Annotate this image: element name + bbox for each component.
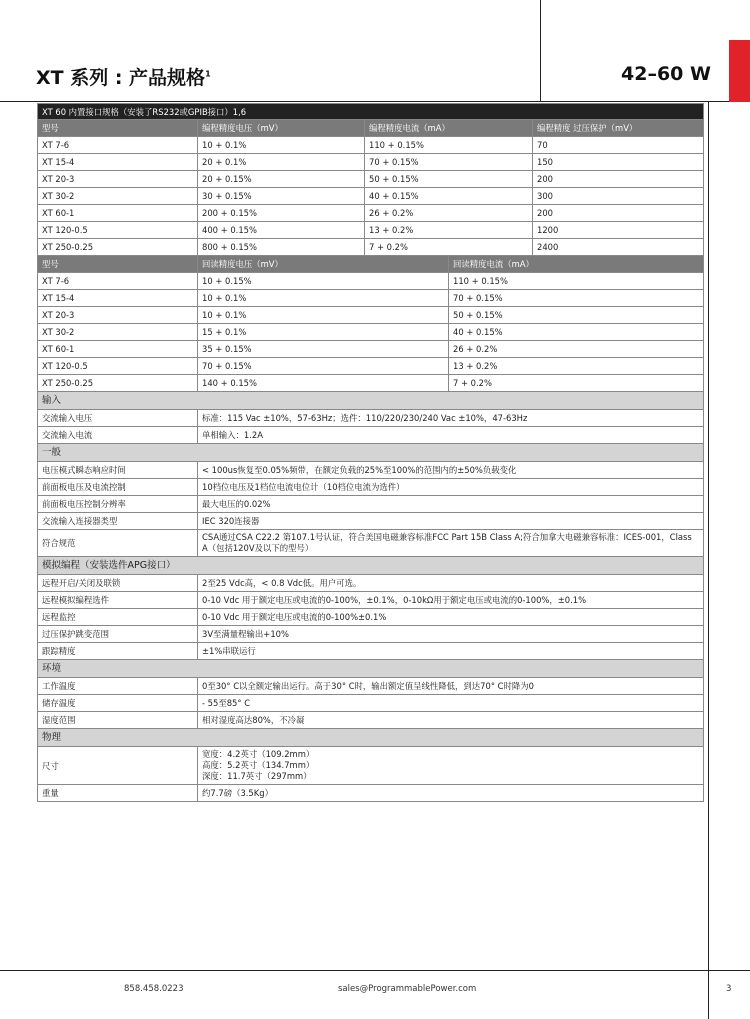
prog-table-cell: XT 15-4: [38, 154, 198, 171]
section-title: 输入: [38, 392, 704, 410]
spec-row: [38, 530, 704, 557]
footer-email[interactable]: sales@ProgrammablePower.com: [338, 984, 477, 994]
spec-label: 重量: [38, 785, 198, 802]
spec-value: CSA通过CSA C22.2 第107.1号认证，符合美国电磁兼容标准FCC Part 15B Class A;符合加拿大电磁兼容标准：ICES-001，Class A（包括120V及以下的型号）: [198, 530, 704, 557]
readback-table-cell: 70 + 0.15%: [198, 358, 449, 375]
prog-table-cell: XT 7-6: [38, 137, 198, 154]
section-header-row: [38, 392, 704, 410]
readback-table-row: [38, 358, 704, 375]
readback-table-header: 回读精度电压（mV）: [198, 256, 449, 273]
footer-phone: 858.458.0223: [124, 984, 184, 994]
prog-table-cell: 1200: [533, 222, 704, 239]
prog-table-header: 编程精度 过压保护（mV）: [533, 120, 704, 137]
spec-label: 交流输入电压: [38, 410, 198, 427]
spec-row: [38, 496, 704, 513]
prog-table-cell: 10 + 0.1%: [198, 137, 365, 154]
section-title: 一般: [38, 444, 704, 462]
spec-row: [38, 575, 704, 592]
interface-spec-title-text: XT 60 内置接口规格（安装了RS232或GPIB接口）1,6: [42, 106, 247, 117]
spec-value: 0-10 Vdc 用于额定电压或电流的0-100%，±0.1%，0-10kΩ用于额定电压或电流的0-100%，±0.1%: [198, 592, 704, 609]
readback-table-cell: 40 + 0.15%: [449, 324, 704, 341]
readback-table-cell: XT 15-4: [38, 290, 198, 307]
spec-label: 储存温度: [38, 695, 198, 712]
spec-row: [38, 479, 704, 496]
prog-table-cell: 300: [533, 188, 704, 205]
readback-table-cell: 13 + 0.2%: [449, 358, 704, 375]
prog-table-cell: 20 + 0.1%: [198, 154, 365, 171]
spec-value: < 100us恢复至0.05%频带，在额定负载的25%至100%的范围内的±50%负载变化: [198, 462, 704, 479]
right-margin-line: [708, 102, 709, 970]
readback-table-cell: 140 + 0.15%: [198, 375, 449, 392]
prog-table-cell: 70: [533, 137, 704, 154]
spec-label: 交流输入电流: [38, 427, 198, 444]
prog-table-cell: 110 + 0.15%: [365, 137, 533, 154]
spec-label: 前面板电压控制分辨率: [38, 496, 198, 513]
prog-table-cell: XT 250-0.25: [38, 239, 198, 256]
readback-table-row: [38, 290, 704, 307]
readback-table-cell: XT 250-0.25: [38, 375, 198, 392]
readback-table-cell: XT 120-0.5: [38, 358, 198, 375]
spec-value: 单相输入：1.2A: [198, 427, 704, 444]
prog-table-cell: XT 20-3: [38, 171, 198, 188]
interface-spec-title: [38, 104, 704, 120]
readback-table-cell: 70 + 0.15%: [449, 290, 704, 307]
prog-table-row: [38, 188, 704, 205]
spec-value: 最大电压的0.02%: [198, 496, 704, 513]
section-title: 环境: [38, 660, 704, 678]
spec-value: 相对湿度高达80%，不冷凝: [198, 712, 704, 729]
spec-row: [38, 513, 704, 530]
spec-label: 过压保护跳变范围: [38, 626, 198, 643]
spec-label: 跟踪精度: [38, 643, 198, 660]
spec-row: [38, 712, 704, 729]
spec-table: [37, 103, 704, 802]
spec-row: [38, 427, 704, 444]
readback-table-cell: 10 + 0.15%: [198, 273, 449, 290]
spec-value: 标准：115 Vac ±10%，57-63Hz；选件：110/220/230/240 Vac ±10%，47-63Hz: [198, 410, 704, 427]
spec-value: - 55至85° C: [198, 695, 704, 712]
prog-table-cell: 400 + 0.15%: [198, 222, 365, 239]
spec-value: IEC 320连接器: [198, 513, 704, 530]
footer-rule: [0, 970, 750, 971]
spec-value: ±1%串联运行: [198, 643, 704, 660]
prog-table-row: [38, 154, 704, 171]
readback-table-cell: XT 60-1: [38, 341, 198, 358]
prog-table-header-row: [38, 120, 704, 137]
readback-table-cell: 50 + 0.15%: [449, 307, 704, 324]
prog-table-cell: 70 + 0.15%: [365, 154, 533, 171]
spec-value: 10档位电压及1档位电流电位计（10档位电流为选件）: [198, 479, 704, 496]
spec-row: [38, 609, 704, 626]
section-title: 物理: [38, 729, 704, 747]
readback-table-cell: XT 20-3: [38, 307, 198, 324]
readback-table-header-row: [38, 256, 704, 273]
prog-table-cell: 20 + 0.15%: [198, 171, 365, 188]
spec-row: [38, 747, 704, 785]
prog-table-cell: XT 60-1: [38, 205, 198, 222]
readback-table-cell: 10 + 0.1%: [198, 307, 449, 324]
prog-table-row: [38, 222, 704, 239]
prog-table-cell: XT 30-2: [38, 188, 198, 205]
spec-label: 前面板电压及电流控制: [38, 479, 198, 496]
prog-table-cell: 150: [533, 154, 704, 171]
readback-table-header: 型号: [38, 256, 198, 273]
readback-table-cell: 26 + 0.2%: [449, 341, 704, 358]
prog-table-row: [38, 171, 704, 188]
readback-table-row: [38, 324, 704, 341]
spec-value: 0至30° C以全额定输出运行。高于30° C时，输出额定值呈线性降低，到达70° C时降为0: [198, 678, 704, 695]
section-header-row: [38, 729, 704, 747]
prog-table-row: [38, 239, 704, 256]
spec-label: 尺寸: [38, 747, 198, 785]
spec-label: 远程监控: [38, 609, 198, 626]
spec-row: [38, 678, 704, 695]
wattage-label: 42–60 W: [621, 63, 711, 85]
brand-accent-bar: [729, 40, 750, 102]
spec-label: 远程模拟编程选件: [38, 592, 198, 609]
readback-table-cell: 15 + 0.1%: [198, 324, 449, 341]
spec-label: 远程开启/关闭及联锁: [38, 575, 198, 592]
spec-value: 0-10 Vdc 用于额定电压或电流的0-100%±0.1%: [198, 609, 704, 626]
spec-row: [38, 785, 704, 802]
section-title: 模拟编程（安装选件APG接口）: [38, 557, 704, 575]
spec-row: [38, 626, 704, 643]
readback-table-cell: XT 30-2: [38, 324, 198, 341]
prog-table-cell: 13 + 0.2%: [365, 222, 533, 239]
spec-value: 3V至满量程输出+10%: [198, 626, 704, 643]
spec-label: 湿度范围: [38, 712, 198, 729]
readback-table-cell: 7 + 0.2%: [449, 375, 704, 392]
prog-table-cell: 26 + 0.2%: [365, 205, 533, 222]
readback-table-row: [38, 375, 704, 392]
prog-table-cell: 800 + 0.15%: [198, 239, 365, 256]
spec-value: 2至25 Vdc高，< 0.8 Vdc低。用户可选。: [198, 575, 704, 592]
spec-label: 电压模式瞬态响应时间: [38, 462, 198, 479]
section-header-row: [38, 444, 704, 462]
readback-table-cell: 10 + 0.1%: [198, 290, 449, 307]
prog-table-row: [38, 137, 704, 154]
prog-table-cell: 30 + 0.15%: [198, 188, 365, 205]
prog-table-cell: 50 + 0.15%: [365, 171, 533, 188]
spec-label: 工作温度: [38, 678, 198, 695]
spec-label: 交流输入连接器类型: [38, 513, 198, 530]
readback-table-row: [38, 341, 704, 358]
readback-table-header: 回读精度电流（mA）: [449, 256, 704, 273]
section-header-row: [38, 557, 704, 575]
prog-table-cell: XT 120-0.5: [38, 222, 198, 239]
spec-row: [38, 643, 704, 660]
prog-table-header: 编程精度电压（mV）: [198, 120, 365, 137]
readback-table-cell: 110 + 0.15%: [449, 273, 704, 290]
spec-row: [38, 695, 704, 712]
footer-page-number: 3: [726, 984, 732, 994]
readback-table-row: [38, 273, 704, 290]
prog-table-cell: 7 + 0.2%: [365, 239, 533, 256]
prog-table-cell: 200: [533, 171, 704, 188]
spec-row: [38, 410, 704, 427]
spec-value: 约7.7磅（3.5Kg）: [198, 785, 704, 802]
prog-table-cell: 200 + 0.15%: [198, 205, 365, 222]
prog-table-header: 编程精度电流（mA）: [365, 120, 533, 137]
header-rule: [0, 101, 729, 102]
prog-table-header: 型号: [38, 120, 198, 137]
prog-table-cell: 200: [533, 205, 704, 222]
readback-table-cell: 35 + 0.15%: [198, 341, 449, 358]
interface-spec-title-row: [38, 104, 704, 120]
section-header-row: [38, 660, 704, 678]
prog-table-row: [38, 205, 704, 222]
header-divider-line: [540, 0, 541, 102]
prog-table-cell: 2400: [533, 239, 704, 256]
readback-table-row: [38, 307, 704, 324]
footer-divider-line: [708, 970, 709, 1019]
readback-table-cell: XT 7-6: [38, 273, 198, 290]
spec-row: [38, 592, 704, 609]
prog-table-cell: 40 + 0.15%: [365, 188, 533, 205]
spec-row: [38, 462, 704, 479]
page-title: XT 系列 : 产品规格$^1$: [36, 67, 211, 89]
spec-label: 符合规范: [38, 530, 198, 557]
spec-value: 宽度：4.2英寸（109.2mm） 高度：5.2英寸（134.7mm） 深度：11.7英寸（297mm）: [198, 747, 704, 785]
